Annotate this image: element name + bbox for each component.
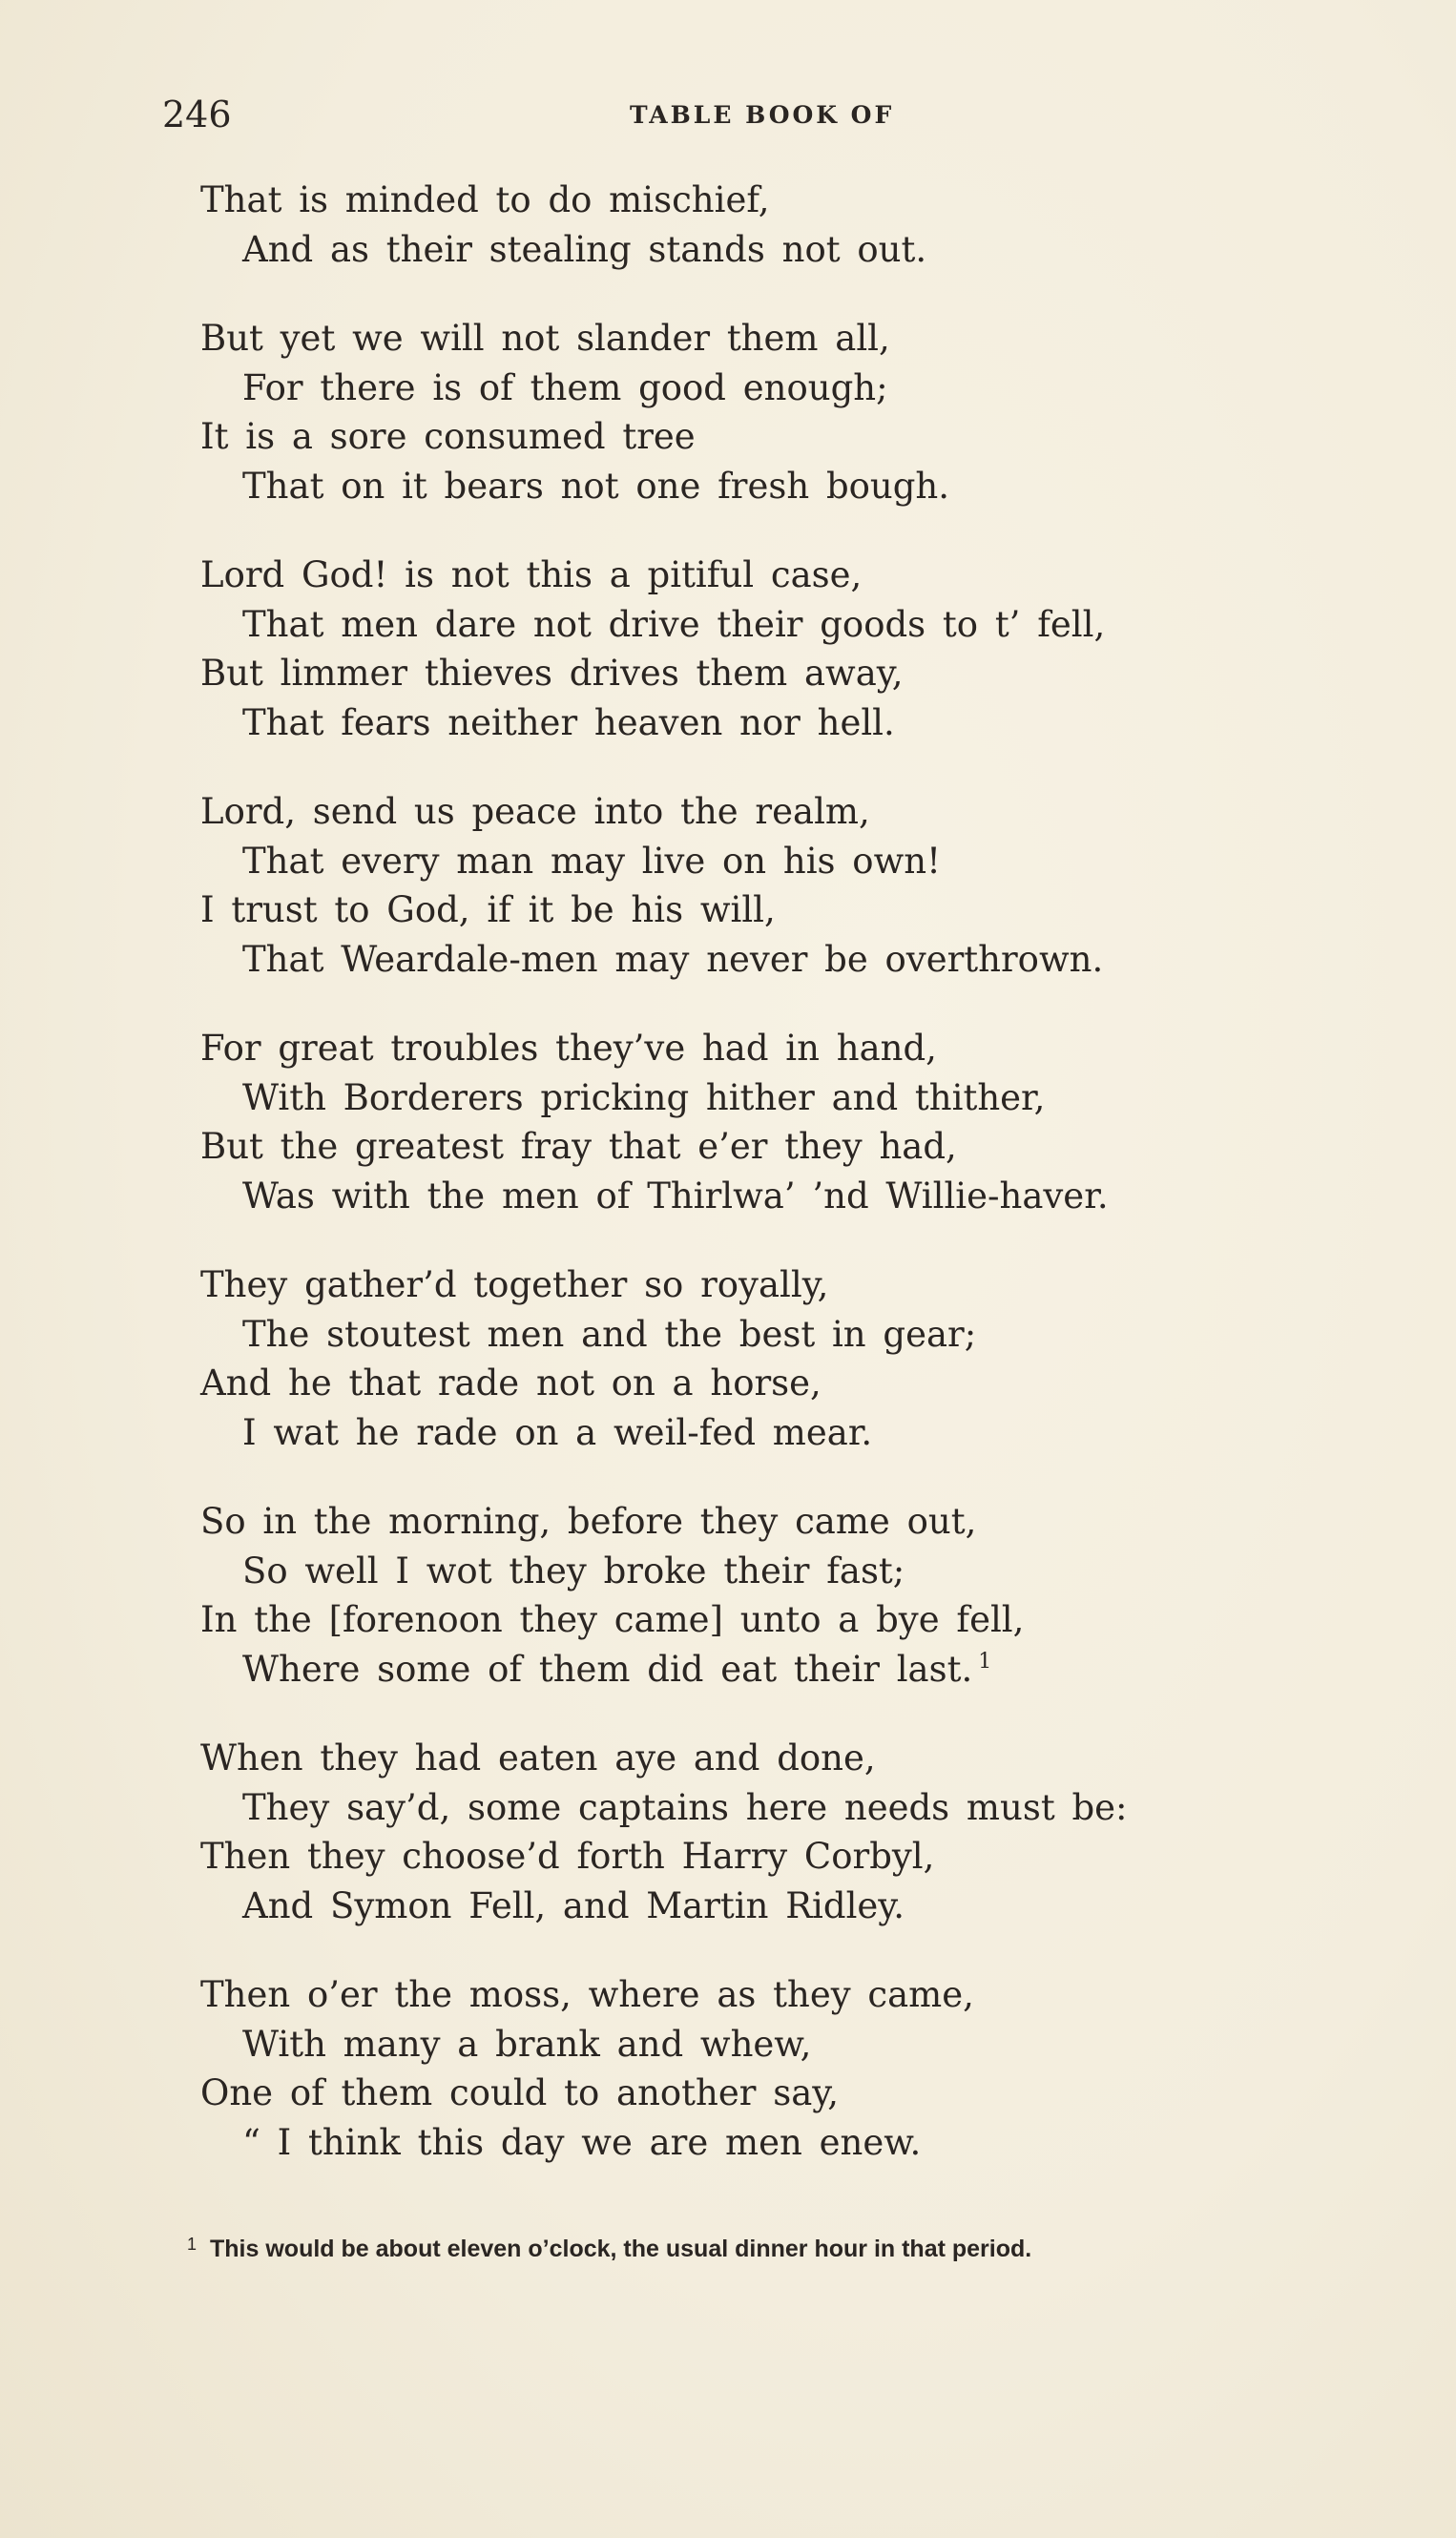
- footnote-text: This would be about eleven o’clock, the usual dinner hour in that period.: [210, 2236, 1032, 2262]
- poem-line: With many a brank and whew,: [242, 2023, 812, 2065]
- page-header: [162, 95, 1212, 134]
- poem-line: Lord God! is not this a pitiful case,: [200, 554, 863, 595]
- poem-line: Lord, send us peace into the realm,: [200, 791, 870, 832]
- poem-line: “ I think this day we are men enew.: [242, 2121, 922, 2163]
- poem-line: They say’d, some captains here needs must be:: [242, 1786, 1128, 1828]
- poem-line: That every man may live on his own!: [242, 840, 941, 882]
- poem-line: Then o’er the moss, where as they came,: [200, 1974, 974, 2015]
- poem-line: In the [forenoon they came] unto a bye fell,: [200, 1599, 1025, 1640]
- stanza: [200, 176, 1269, 274]
- stanza: [200, 314, 1269, 510]
- stanza: [200, 1734, 1269, 1930]
- page-number: 246: [162, 94, 232, 135]
- poem-line: They gather’d together so royally,: [200, 1264, 829, 1305]
- poem-line: I wat he rade on a weil-fed mear.: [242, 1411, 873, 1453]
- poem-line: I trust to God, if it be his will,: [200, 889, 776, 930]
- stanza: [200, 787, 1269, 984]
- poem-line: That is minded to do mischief,: [200, 179, 770, 220]
- poem-line-with-footnote: [200, 1645, 1269, 1695]
- poem-line: And as their stealing stands not out.: [242, 228, 927, 270]
- poem-line-text: Where some of them did eat their last.: [242, 1648, 973, 1690]
- footnote-reference[interactable]: 1: [978, 1649, 992, 1674]
- stanza: [200, 1497, 1269, 1694]
- poem-line: That Weardale-men may never be overthrown.: [242, 938, 1104, 980]
- stanza: [200, 1970, 1269, 2167]
- poem-line: So in the morning, before they came out,: [200, 1501, 977, 1542]
- poem-line: Was with the men of Thirlwa’ ’nd Willie-haver.: [242, 1175, 1109, 1217]
- poem-line: But yet we will not slander them all,: [200, 318, 890, 359]
- stanza: [200, 1024, 1269, 1220]
- poem: [200, 176, 1269, 2207]
- poem-line: That men dare not drive their goods to t’ fell,: [242, 603, 1106, 645]
- running-head: TABLE BOOK OF: [630, 101, 895, 129]
- poem-line: For there is of them good enough;: [242, 366, 888, 408]
- poem-line: It is a sore consumed tree: [200, 416, 696, 457]
- poem-line: For great troubles they’ve had in hand,: [200, 1028, 937, 1069]
- poem-line: And Symon Fell, and Martin Ridley.: [242, 1884, 905, 1926]
- poem-line: But limmer thieves drives them away,: [200, 653, 904, 694]
- poem-line: With Borderers pricking hither and thither,: [242, 1076, 1046, 1118]
- poem-line: But the greatest fray that e’er they had,: [200, 1126, 957, 1167]
- poem-line: When they had eaten aye and done,: [200, 1737, 876, 1779]
- footnote: [187, 2229, 1284, 2264]
- poem-line: One of them could to another say,: [200, 2072, 840, 2113]
- stanza: [200, 551, 1269, 747]
- poem-line: That on it bears not one fresh bough.: [242, 465, 950, 507]
- poem-line: So well I wot they broke their fast;: [242, 1550, 905, 1591]
- poem-line: And he that rade not on a horse,: [200, 1363, 822, 1404]
- poem-line: The stoutest men and the best in gear;: [242, 1313, 977, 1355]
- poem-line: Then they choose’d forth Harry Corbyl,: [200, 1836, 935, 1877]
- stanza: [200, 1260, 1269, 1457]
- footnote-marker: 1: [187, 2235, 198, 2254]
- poem-line: That fears neither heaven nor hell.: [242, 701, 895, 743]
